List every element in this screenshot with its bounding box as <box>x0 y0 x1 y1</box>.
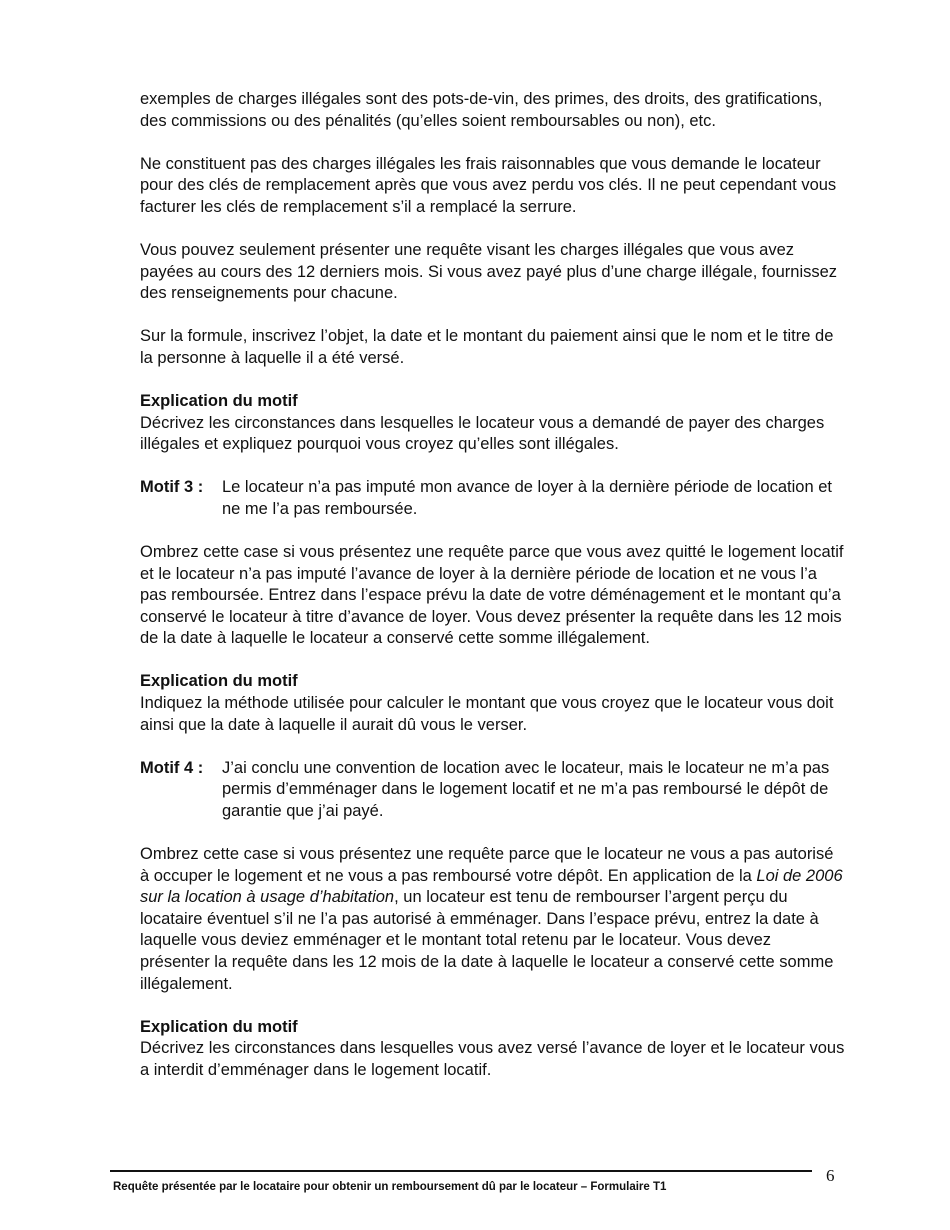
explanation-section-2 <box>140 671 845 736</box>
motif-3-instructions: Ombrez cette case si vous présentez une requête parce que vous avez quitté le logement locatif et le locateur n’a pas imputé l’avance de loyer à la dernière période de location et ne vous l’a pas remboursée. Entrez dans l’espace prévu la date de votre déménagement et le montant qu’a conservé le locateur à titre d’avance de loyer. Vous devez présenter la requête dans les 12 mois de la date à laquelle le locateur a conservé cette somme illégalement. <box>140 542 844 648</box>
law-title: Loi de 2006 sur la location à usage d’habitation <box>140 866 843 907</box>
paragraph-replacement-keys: Ne constituent pas des charges illégales les frais raisonnables que vous demande le locateur pour des clés de remplacement après que vous avez perdu vos clés. Il ne peut cependant vous facturer les clés de remplacement s’il a remplacé la serrure. <box>140 154 837 216</box>
motif-3-label: Motif 3 : <box>140 478 204 497</box>
page-number: 6 <box>826 1166 835 1185</box>
explanation-heading-2: Explication du motif <box>140 672 298 691</box>
motif-3-text: Le locateur n’a pas imputé mon avance de loyer à la dernière période de location et ne me l’a pas remboursée. <box>222 478 832 518</box>
motif-4-label: Motif 4 : <box>140 758 204 777</box>
motif-4-row <box>140 758 845 823</box>
footer-divider <box>110 1170 812 1172</box>
document-body <box>140 89 845 1103</box>
footer-form-title: Requête présentée par le locataire pour obtenir un remboursement dû par le locateur – Formulaire T1 <box>113 1181 667 1193</box>
explanation-text-2: Indiquez la méthode utilisée pour calculer le montant que vous croyez que le locateur vous doit ainsi que la date à laquelle il aurait dû vous le verser. <box>140 693 834 734</box>
explanation-heading-3: Explication du motif <box>140 1017 298 1036</box>
motif-4-text: J’ai conclu une convention de location avec le locateur, mais le locateur ne m’a pas permis d’emménager dans le logement locatif et ne m’a pas remboursé le dépôt de garantie que j’ai payé. <box>222 758 830 820</box>
explanation-text-1: Décrivez les circonstances dans lesquelles le locateur vous a demandé de payer des charges illégales et expliquez pourquoi vous croyez qu’elles sont illégales. <box>140 413 825 454</box>
motif-4-instructions-part-2: , un locateur est tenu de rembourser l’argent perçu du locataire éventuel s’il ne l’a pas autorisé à emménager. Dans l’espace prévu, entrez la date à laquelle vous deviez emménager et le montant total retenu par le locateur. Vous devez présenter la requête dans les 12 mois de la date à laquelle le locateur a conservé cette somme illégalement. <box>140 888 834 993</box>
motif-4-instructions-part-1: Ombrez cette case si vous présentez une requête parce que le locateur ne vous a pas autorisé à occuper le logement et ne vous a pas remboursé votre dépôt. En application de la <box>140 844 834 885</box>
paragraph-form-instructions: Sur la formule, inscrivez l’objet, la date et le montant du paiement ainsi que le nom et le titre de la personne à laquelle il a été versé. <box>140 327 834 367</box>
explanation-heading-1: Explication du motif <box>140 391 298 410</box>
paragraph-12-months: Vous pouvez seulement présenter une requête visant les charges illégales que vous avez payées au cours des 12 derniers mois. Si vous avez payé plus d’une charge illégale, fournissez des renseignements pour chacune. <box>140 240 838 303</box>
explanation-section-1 <box>140 391 845 456</box>
motif-4-instructions <box>140 844 845 995</box>
paragraph-illegal-charges-examples: exemples de charges illégales sont des pots-de-vin, des primes, des droits, des gratifications, des commissions ou des pénalités (qu’elles soient remboursables ou non), etc. <box>140 90 823 130</box>
explanation-text-3: Décrivez les circonstances dans lesquelles vous avez versé l’avance de loyer et le locateur vous a interdit d’emménager dans le logement locatif. <box>140 1039 845 1079</box>
explanation-section-3 <box>140 1017 845 1082</box>
motif-3-row <box>140 477 845 520</box>
